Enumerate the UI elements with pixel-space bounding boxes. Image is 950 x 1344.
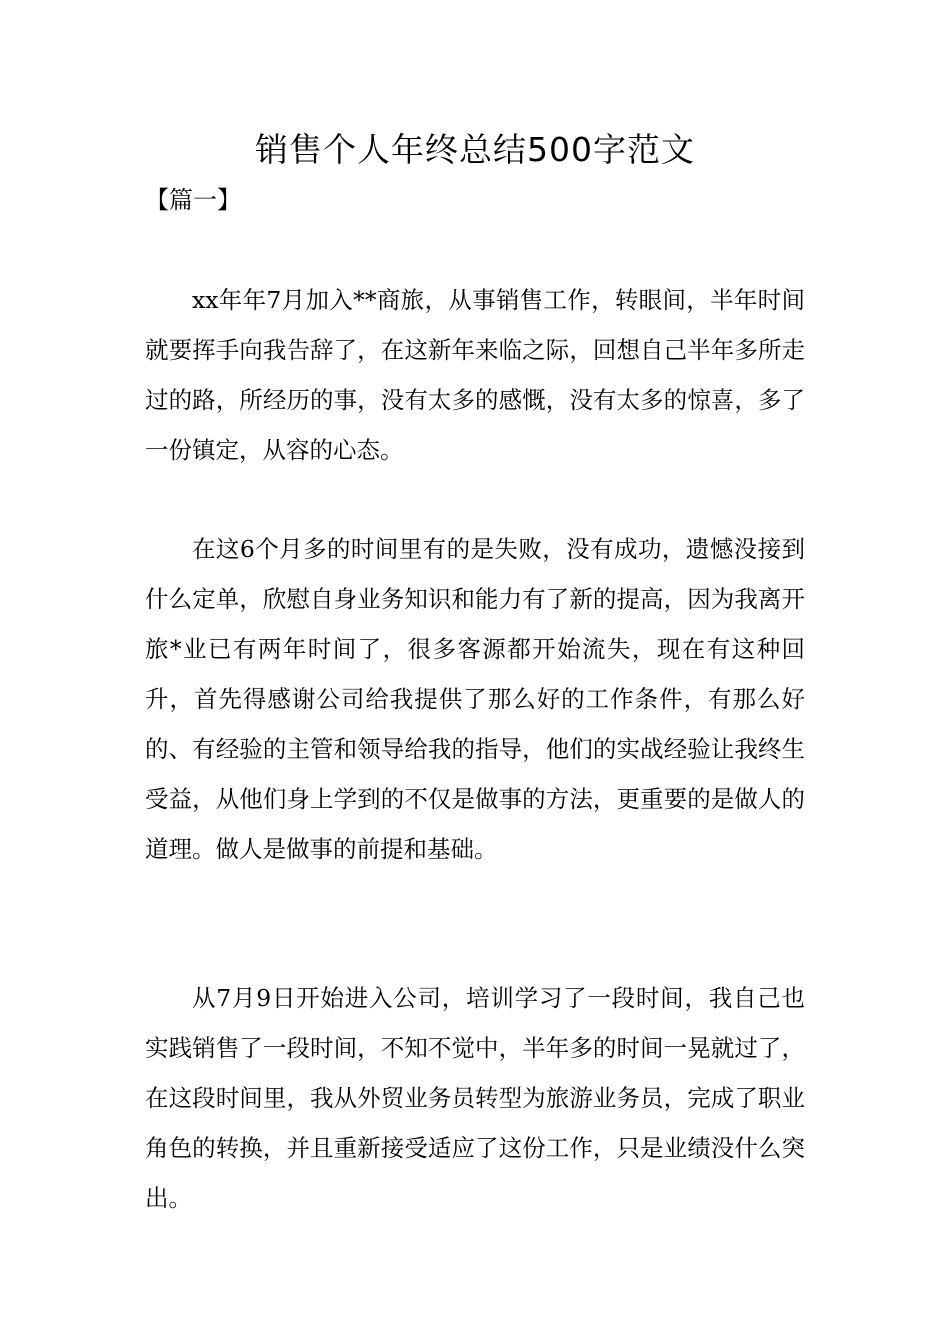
paragraph-2: 在这6个月多的时间里有的是失败，没有成功，遗憾没接到什么定单，欣慰自身业务知识和能力有了新的提高，因为我离开旅*业已有两年时间了，很多客源都开始流失，现在有这种回升，首先得感谢公司给我提供了那么好的工作条件，有那么好的、有经验的主管和领导给我的指导，他们的实战经验让我终生受益，从他们身上学到的不仅是做事的方法，更重要的是做人的道理。做人是做事的前提和基础。	[145, 535, 805, 863]
paragraph-1: xx年年7月加入**商旅，从事销售工作，转眼间，半年时间就要挥手向我告辞了，在这新年来临之际，回想自己半年多所走过的路，所经历的事，没有太多的感慨，没有太多的惊喜，多了一份镇定，从容的心态。	[145, 286, 805, 464]
document-title: 销售个人年终总结500字范文	[255, 130, 695, 169]
paragraph-3: 从7月9日开始进入公司，培训学习了一段时间，我自己也实践销售了一段时间，不知不觉中，半年多的时间一晃就过了，在这段时间里，我从外贸业务员转型为旅游业务员，完成了职业角色的转换，并且重新接受适应了这份工作，只是业绩没什么突出。	[145, 984, 805, 1212]
section-label: 【篇一】	[145, 186, 241, 214]
